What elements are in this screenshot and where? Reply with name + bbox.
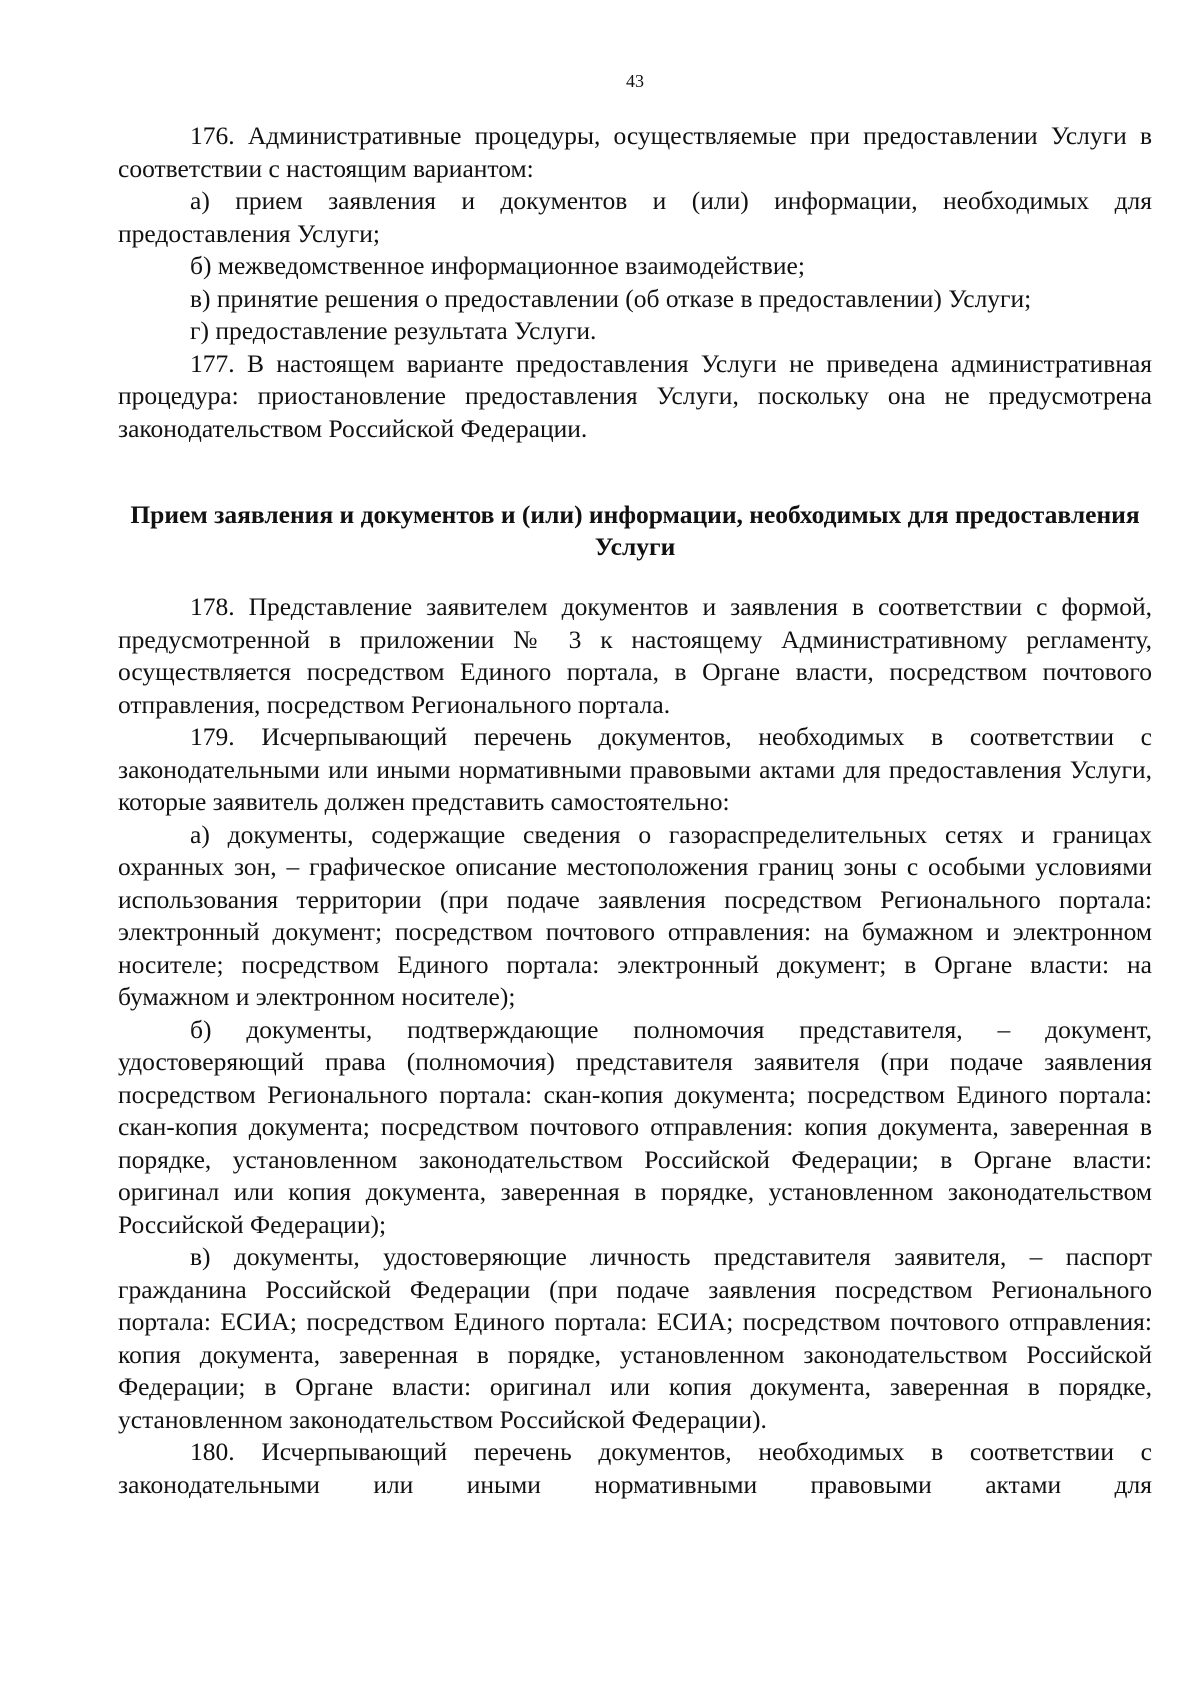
paragraph-180: 180. Исчерпывающий перечень документов, необходимых в соответствии с законодательными или иными нормативными правовыми актами для [118, 1437, 1152, 1499]
list-item-b: б) межведомственное информационное взаимодействие; [190, 251, 805, 280]
page-number: 43 [626, 71, 644, 91]
list-item-g: г) предоставление результата Услуги. [190, 316, 597, 345]
paragraph-179: 179. Исчерпывающий перечень документов, необходимых в соответствии с законодательными или иными нормативными правовыми актами для предоставления Услуги, которые заявитель должен представить самостоятельно: [118, 722, 1152, 816]
paragraph-177: 177. В настоящем варианте предоставления Услуги не приведена административная процедура: приостановление предоставления Услуги, поскольку она не предусмотрена законодательством Российской Федерации. [118, 348, 1152, 443]
list-item-b-documents: б) документы, подтверждающие полномочия представителя, – документ, удостоверяющий права (полномочия) представителя заявителя (при подаче заявления посредством Регионального портала: скан-копия документа; посредством Единого портала: скан-копия документа; посредством почтового отправления: копия документа, заверенная в порядке, установленном законодательством Российской Федерации; в Органе власти: оригинал или копия документа, заверенная в порядке, установленном законодательством Российской Федерации); [118, 1014, 1152, 1239]
list-item-v-documents: в) документы, удостоверяющие личность представителя заявителя, – паспорт гражданина Российской Федерации (при подаче заявления посредством Регионального портала: ЕСИА; посредством Единого портала: ЕСИА; посредством почтового отправления: копия документа, заверенная в порядке, установленном законодательством Российской Федерации; в Органе власти: оригинал или копия документа, заверенная в порядке, установленном законодательством Российской Федерации). [118, 1242, 1152, 1434]
list-item-v: в) принятие решения о предоставлении (об отказе в предоставлении) Услуги; [190, 283, 1032, 313]
document-body [118, 120, 1152, 1501]
list-item-a-documents: а) документы, содержащие сведения о газораспределительных сетях и границах охранных зон, – графическое описание местоположения границ зоны с особыми условиями использования территории (при подаче заявления посредством Регионального портала: электронный документ; посредством почтового отправления: на бумажном и электронном носителе; посредством Единого портала: электронный документ; в Органе власти: на бумажном и электронном носителе); [118, 819, 1152, 1011]
paragraph-176: 176. Административные процедуры, осуществляемые при предоставлении Услуги в соответствии с настоящим вариантом: [118, 121, 1152, 183]
paragraph-178: 178. Представление заявителем документов и заявления в соответствии с формой, предусмотренной в приложении № 3 к настоящему Административному регламенту, осуществляется посредством Единого портала, в Органе власти, посредством почтового отправления, посредством Регионального портала. [118, 592, 1152, 719]
section-heading: Прием заявления и документов и (или) информации, необходимых для предоставления Услуги [130, 500, 1140, 561]
list-item-a: а) прием заявления и документов и (или) информации, необходимых для предоставления Услуги; [118, 186, 1152, 248]
